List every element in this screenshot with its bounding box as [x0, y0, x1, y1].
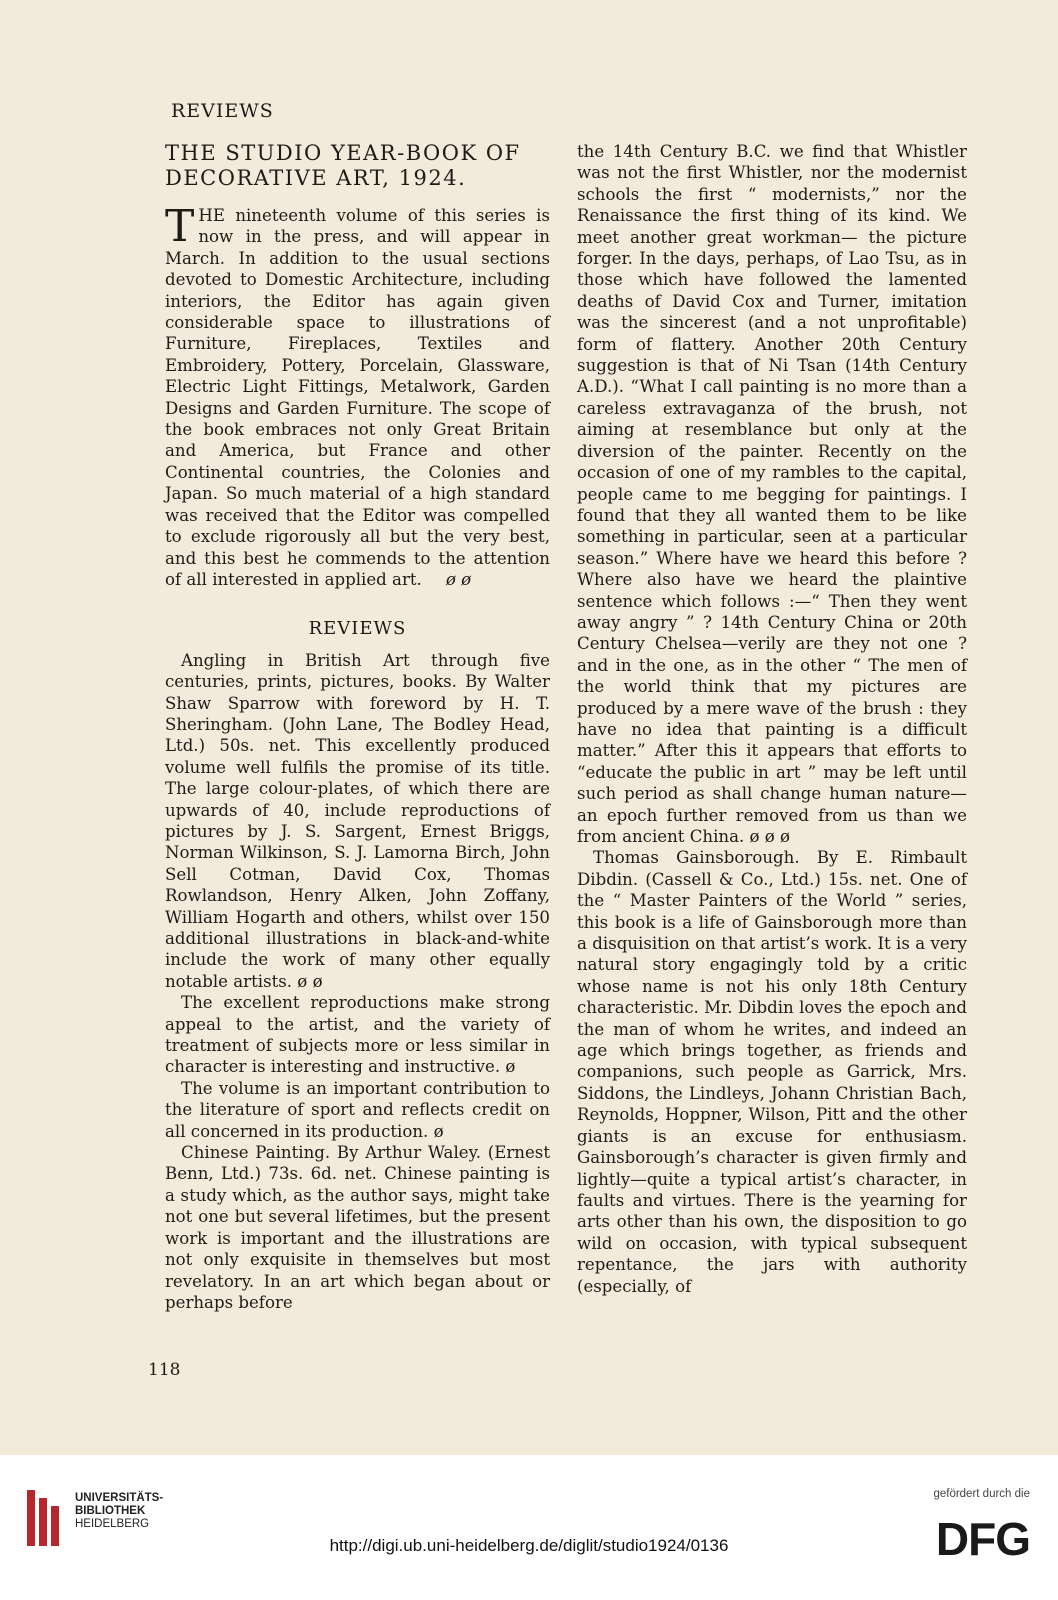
ornament: ø ø — [445, 569, 472, 589]
review-angling-cont1: The excellent reproductions make strong appeal to the artist, and the variety of treatment of subjects more or less similar in character is interesting and instructive. ø — [165, 993, 550, 1077]
article-title: THE STUDIO YEAR-BOOK OF DECORATIVE ART, 1924. — [165, 141, 521, 190]
dfg-logo: DFG — [935, 1513, 1030, 1565]
source-url-link[interactable]: http://digi.ub.uni-heidelberg.de/diglit/studio1924/0136 — [329, 1536, 729, 1555]
running-header: REVIEWS — [171, 100, 274, 122]
left-column — [165, 141, 550, 1313]
page-number: 118 — [148, 1360, 181, 1380]
review-angling-cont2: The volume is an important contribution to the literature of sport and reflects credit on all concerned in its production. ø — [165, 1078, 550, 1141]
drop-cap: T — [165, 201, 195, 252]
funder-note: gefördert durch die — [933, 1488, 1030, 1500]
section-subheading: REVIEWS — [308, 618, 407, 640]
intro-text: HE nineteenth volume of this series is now in the press, and will appear in March. In addition to the usual sections devoted to Domestic Architecture, including interiors, the Editor has again given considerable space to illustrations of Furniture, Fireplaces, Textiles and Embroidery, Pottery, Porcelain, Glassware, Electric Light Fittings, Metalwork, Garden Designs and Garden Furniture. The scope of the book embraces not only Great Britain and America, but France and other Continental countries, the Colonies and Japan. So much material of a high standard was received that the Editor was compelled to exclude rigorously all but the very best, and this best he commends to the attention of all interested in applied art. — [165, 206, 550, 589]
review-angling: Angling in British Art through five centuries, prints, pictures, books. By Walter Shaw Sparrow with foreword by H. T. Sheringham. (John Lane, The Bodley Head, Ltd.) 50s. net. This excellently produced volume well fulfils the promise of its title. The large colour-plates, of which there are upwards of 40, include reproductions of pictures by J. S. Sargent, Ernest Briggs, Norman Wilkinson, S. J. Lamorna Birch, John Sell Cotman, David Cox, Thomas Rowlandson, Henry Alken, John Zoffany, William Hogarth and others, whilst over 150 additional illustrations in black-and-white include the work of many other equally notable artists. ø ø — [165, 650, 550, 991]
review-chinese-painting-cont: the 14th Century B.C. we find that Whistler was not the first Whistler, nor the modernist schools the first “ modernists,” nor the Renaissance the first thing of its kind. We meet another great workman— the picture forger. In the days, perhaps, of Lao Tsu, as in those which have followed the lamented deaths of David Cox and Turner, imitation was the sincerest (and a not unprofitable) form of flattery. Another 20th Century suggestion is that of Ni Tsan (14th Century A.D.). “What I call painting is no more than a careless extravaganza of the brush, not aiming at resemblance but only at the diversion of the painter. Recently on the occasion of one of my rambles to the capital, people came to me begging for paintings. I found that they all wanted them to be like something in particular, seen at a particular season.” Where have we heard this before ? Where also have we heard the plaintive sentence which follows :—“ Then they went away angry ” ? 14th Century China or 20th Century Chelsea—verily are they not one ? and in the one, as in the other “ The men of the world think that my pictures are produced by a mere wave of the brush : they have no idea that painting is a difficult matter.” After this it appears that efforts to “educate the public in art ” may be left until such period as shall change human nature—an epoch further removed from us than we from ancient China. ø ø ø — [577, 142, 967, 846]
library-name: UNIVERSITÄTS- BIBLIOTHEK HEIDELBERG — [75, 1492, 164, 1530]
intro-paragraph — [165, 201, 550, 590]
review-chinese-painting: Chinese Painting. By Arthur Waley. (Ernest Benn, Ltd.) 73s. 6d. net. Chinese painting is a study which, as the author says, might take not one but several lifetimes, but the present work is important and the illustrations are not only exquisite in themselves but most revelatory. In an art which began about or perhaps before — [165, 1143, 550, 1312]
review-gainsborough: Thomas Gainsborough. By E. Rimbault Dibdin. (Cassell & Co., Ltd.) 15s. net. One of the “ Master Painters of the World ” series, this book is a life of Gainsborough more than a disquisition on that artist’s work. It is a very natural story engagingly told by a critic whose name is not his only 18th Century characteristic. Mr. Dibdin loves the epoch and the man of whom he writes, and indeed an age which brings together, as friends and companions, such people as Garrick, Mrs. Siddons, the Lindleys, Johann Christian Bach, Reynolds, Hoppner, Wilson, Pitt and the other giants is an excuse for enthusiasm. Gainsborough’s character is given firmly and lightly—quite a typical artist’s character, in faults and virtues. There is the yearning for arts other than his own, the disposition to go wild on occasion, with typical subsequent repentance, the jars with authority (especially, of — [577, 848, 967, 1296]
right-column — [577, 141, 967, 1297]
